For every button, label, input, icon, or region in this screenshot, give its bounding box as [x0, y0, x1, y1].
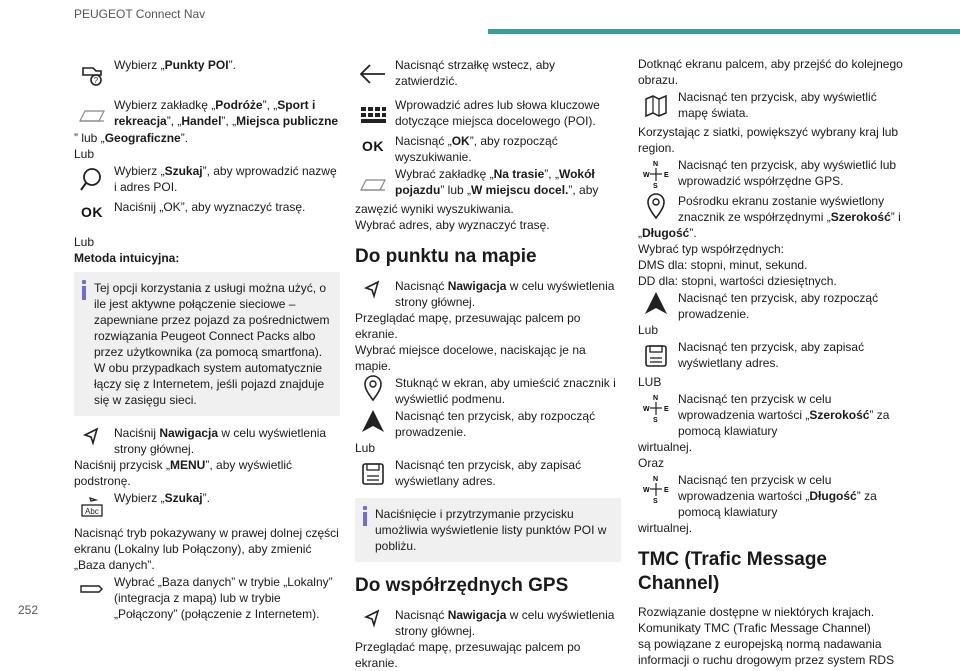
- svg-text:Abc: Abc: [85, 507, 99, 516]
- marker-row: Pośrodku ekranu zostanie wyświetlony znacznik ze współrzędnymi „Szerokość” i: [638, 192, 904, 225]
- page-number: 252: [18, 603, 39, 617]
- compass-icon-3[interactable]: [638, 471, 674, 507]
- heading-tmc: TMC (Trafic Message Channel): [638, 549, 827, 594]
- database-icon[interactable]: [74, 573, 110, 601]
- lub-text: Lub: [74, 147, 95, 161]
- column-2: Nacisnąć strzałkę wstecz, aby zatwierdzić. Wprowadzić adres lub słowa kluczowe dotyczące miejsca docelowego (POI). OK Nacisnąć „OK”, aby rozpocząć wyszukiwanie. Wybrać zakładkę „Na trasie”, „Wokół pojazdu” lub „W miejscu docel.”, aby zawęzić wyniki wyszukiwania. Wybrać adres, aby wyznaczyć trasę. Do punktu na mapie Nacisnąć Nawigacja w celu wyświetlenia strony głównej. Przeglądać mapę, przesuwając palcem po ekranie. Wybrać miejsce docelowe, naciskając je na mapie. Stuknąć w ekran, aby umieścić znacznik i wyświetlić podmenu. Nacisnąć ten przycisk, aby rozpocząć prowadzenie. Lub Nacisnąć ten przycisk, aby zapisać wyświetlany adres. Naciśnięcie i przytrzymanie przycisku umożliwia wyświetlenie listy punktów POI w pobliżu. Do współrzędnych GPS Nacisnąć Nawigacja w celu wyświetlenia strony głównej. Przeglądać mapę, przesuwając palcem po ekranie.: [355, 56, 621, 671]
- svg-text:S: S: [653, 417, 658, 424]
- gps-row: N W E S Nacisnąć ten przycisk, aby wyświetlić lub wprowadzić współrzędne GPS.: [638, 156, 904, 192]
- svg-text:N: N: [653, 476, 659, 483]
- nav-row-2: Nacisnąć Nawigacja w celu wyświetlenia strony głównej.: [355, 277, 621, 310]
- search-icon[interactable]: [74, 162, 110, 198]
- svg-text:W: W: [643, 487, 650, 494]
- svg-text:E: E: [664, 406, 669, 413]
- category-tabs-row: Wybierz zakładkę „Podróże”, „Sport i rekreacja”, „Handel”, „Miejsca publiczne: [74, 96, 340, 132]
- lub-text-2: Lub: [74, 235, 95, 249]
- nav-row-3: Nacisnąć Nawigacja w celu wyświetlenia strony głównej.: [355, 606, 621, 639]
- keywords-row: Wprowadzić adres lub słowa kluczowe dotyczące miejsca docelowego (POI).: [355, 96, 621, 132]
- info-icon-2: [363, 506, 367, 554]
- ok-button[interactable]: OK: [81, 204, 103, 220]
- poi-row: ? Wybierz „Punkty POI”.: [74, 56, 340, 92]
- ok-row-2: OK Nacisnąć „OK”, aby rozpocząć wyszukiwanie.: [355, 132, 621, 165]
- start-navigation-icon[interactable]: [355, 407, 391, 435]
- menu-text: Naciśnij przycisk „MENU”, aby wyświetlić podstronę.: [74, 458, 293, 488]
- poi-icon[interactable]: [74, 56, 110, 92]
- world-row: Nacisnąć ten przycisk, aby wyświetlić mapę świata.: [638, 88, 904, 124]
- keyboard-search-icon[interactable]: [74, 489, 110, 525]
- world-map-icon[interactable]: [638, 88, 674, 124]
- info-box: Tej opcji korzystania z usługi można użyć, o ile jest aktywne połączenie sieciowe – zapewniane przez pojazd za pośrednictwem rozwiązania Peugeot Connect Packs albo przez użytkownika (za pomocą smartfona). W obu przypadkach system automatycznie łączy się z Internetem, jeśli pojazd znajduje się w zasięgu sieci.: [74, 272, 340, 416]
- tabs-icon-2[interactable]: [355, 165, 391, 201]
- svg-text:W: W: [643, 406, 650, 413]
- info-box-2: Naciśnięcie i przytrzymanie przycisku umożliwia wyświetlenie listy punktów POI w pobliżu.: [355, 498, 621, 562]
- start-row-2: Nacisnąć ten przycisk, aby rozpocząć prowadzenie.: [638, 289, 904, 322]
- svg-text:W: W: [643, 172, 650, 179]
- pin-row: Stuknąć w ekran, aby umieścić znacznik i wyświetlić podmenu.: [355, 374, 621, 407]
- svg-text:E: E: [664, 172, 669, 179]
- back-arrow-icon[interactable]: [355, 56, 391, 92]
- nav-row: Naciśnij Nawigacja w celu wyświetlenia strony głównej.: [74, 424, 340, 457]
- map-pin-icon[interactable]: [355, 374, 391, 402]
- navigation-icon-3[interactable]: [355, 606, 391, 634]
- save-row: Nacisnąć ten przycisk, aby zapisać wyświetlany adres.: [355, 456, 621, 492]
- svg-text:N: N: [653, 161, 659, 168]
- navigation-icon-2[interactable]: [355, 277, 391, 305]
- info-icon: [82, 280, 86, 408]
- svg-text:?: ?: [93, 76, 99, 85]
- tabs-icon[interactable]: [74, 96, 110, 132]
- ok-button-2[interactable]: OK: [362, 138, 384, 154]
- start-navigation-icon-2[interactable]: [638, 289, 674, 317]
- navigation-icon[interactable]: [74, 424, 110, 452]
- compass-icon-2[interactable]: [638, 390, 674, 426]
- column-3: Dotknąć ekranu palcem, aby przejść do kolejnego obrazu. Nacisnąć ten przycisk, aby wyświetlić mapę świata. Korzystając z siatki, powiększyć wybrany kraj lub region. N W E S Nacisnąć ten przycisk, aby wyświetlić lub wprowadzić współrzędne GPS. Pośrodku ekranu zostanie wyświetlony znacznik ze współrzędnymi „Szerokość” i „Długość”. Wybrać typ współrzędnych: DMS dla: stopni, minut, sekund. DD dla: stopni, wartości dziesiętnych. Nacisnąć ten przycisk, aby rozpocząć prowadzenie. Lub Nacisnąć ten przycisk, aby zapisać wyświetlany adres. LUB N W E S Nacisnąć ten przycisk w celu wprowadzenia wartości „Szerokość” za pomocą klawiatury wirtualnej. Oraz N W E S Nacisnąć ten przycisk w celu wprowadzenia wartości „Długość” za pomocą klawiatury wirtualnej. TMC (Trafic Message Channel) Rozwiązanie dostępne w niektórych krajach. Komunikaty TMC (Trafic Message Channel) są powiązane z europejską normą nadawania informacji o ruchu drogowym przez system RDS: [638, 57, 903, 667]
- keyboard-icon[interactable]: [355, 96, 391, 132]
- szukaj-row: Abc Wybierz „Szukaj”.: [74, 489, 340, 525]
- route-tabs-row: Wybrać zakładkę „Na trasie”, „Wokół pojazdu” lub „W miejscu docel.”, aby: [355, 165, 621, 201]
- lat-row: N W E S Nacisnąć ten przycisk w celu wprowadzenia wartości „Szerokość” za pomocą klawiatury: [638, 390, 904, 439]
- compass-icon[interactable]: [638, 156, 674, 192]
- database-row: Wybrać „Baza danych” w trybie „Lokalny” (integracja z mapą) lub w trybie „Połączony” (połączenie z Internetem).: [74, 573, 340, 622]
- intuitive-heading: Metoda intuicyjna:: [74, 251, 180, 265]
- mode-text: Nacisnąć tryb pokazywany w prawej dolnej części ekranu (Lokalny lub Połączony), aby zmienić „Baza danych”.: [74, 526, 339, 572]
- svg-text:S: S: [653, 498, 658, 505]
- save-row-2: Nacisnąć ten przycisk, aby zapisać wyświetlany adres.: [638, 338, 904, 374]
- lon-row: N W E S Nacisnąć ten przycisk w celu wprowadzenia wartości „Długość” za pomocą klawiatury: [638, 471, 904, 520]
- header-accent-bar: [488, 29, 960, 34]
- page-header-title: PEUGEOT Connect Nav: [74, 7, 206, 21]
- start-row: Nacisnąć ten przycisk, aby rozpocząć prowadzenie.: [355, 407, 621, 440]
- heading-map-point: Do punktu na mapie: [355, 246, 537, 267]
- svg-text:N: N: [653, 395, 659, 402]
- search-row: Wybierz „Szukaj”, aby wprowadzić nazwę i adres POI.: [74, 162, 340, 198]
- svg-text:E: E: [664, 487, 669, 494]
- column-1: ? Wybierz „Punkty POI”. Wybierz zakładkę „Podróże”, „Sport i rekreacja”, „Handel”, „Miejsca publiczne ” lub „Geograficzne”. Lub Wybierz „Szukaj”, aby wprowadzić nazwę i adres POI. OK Naciśnij „OK”, aby wyznaczyć trasę. Lub Metoda intuicyjna: Tej opcji korzystania z usługi można użyć, o ile jest aktywne połączenie sieciowe – zapewniane przez pojazd za pośrednictwem rozwiązania Peugeot Connect Packs albo przez użytkownika (za pomocą smartfona). W obu przypadkach system automatycznie łączy się z Internetem, jeśli pojazd znajduje się w zasięgu sieci. Naciśnij Nawigacja w celu wyświetlenia strony głównej. Naciśnij przycisk „MENU”, aby wyświetlić podstronę. Abc Wybierz „Szukaj”. Nacisnąć tryb pokazywany w prawej dolnej części ekranu (Lokalny lub Połączony), aby zmienić „Baza danych”. Wybrać „Baza danych” w trybie „Lokalny” (integracja z mapą) lub w trybie „Połączony” (połączenie z Internetem).: [74, 58, 339, 621]
- back-row: Nacisnąć strzałkę wstecz, aby zatwierdzić.: [355, 56, 621, 92]
- ok-row: OK Naciśnij „OK”, aby wyznaczyć trasę.: [74, 198, 340, 226]
- save-icon[interactable]: [355, 456, 391, 492]
- heading-gps: Do współrzędnych GPS: [355, 575, 569, 596]
- save-icon-2[interactable]: [638, 338, 674, 374]
- svg-text:S: S: [653, 183, 658, 190]
- map-pin-icon-2: [638, 192, 674, 220]
